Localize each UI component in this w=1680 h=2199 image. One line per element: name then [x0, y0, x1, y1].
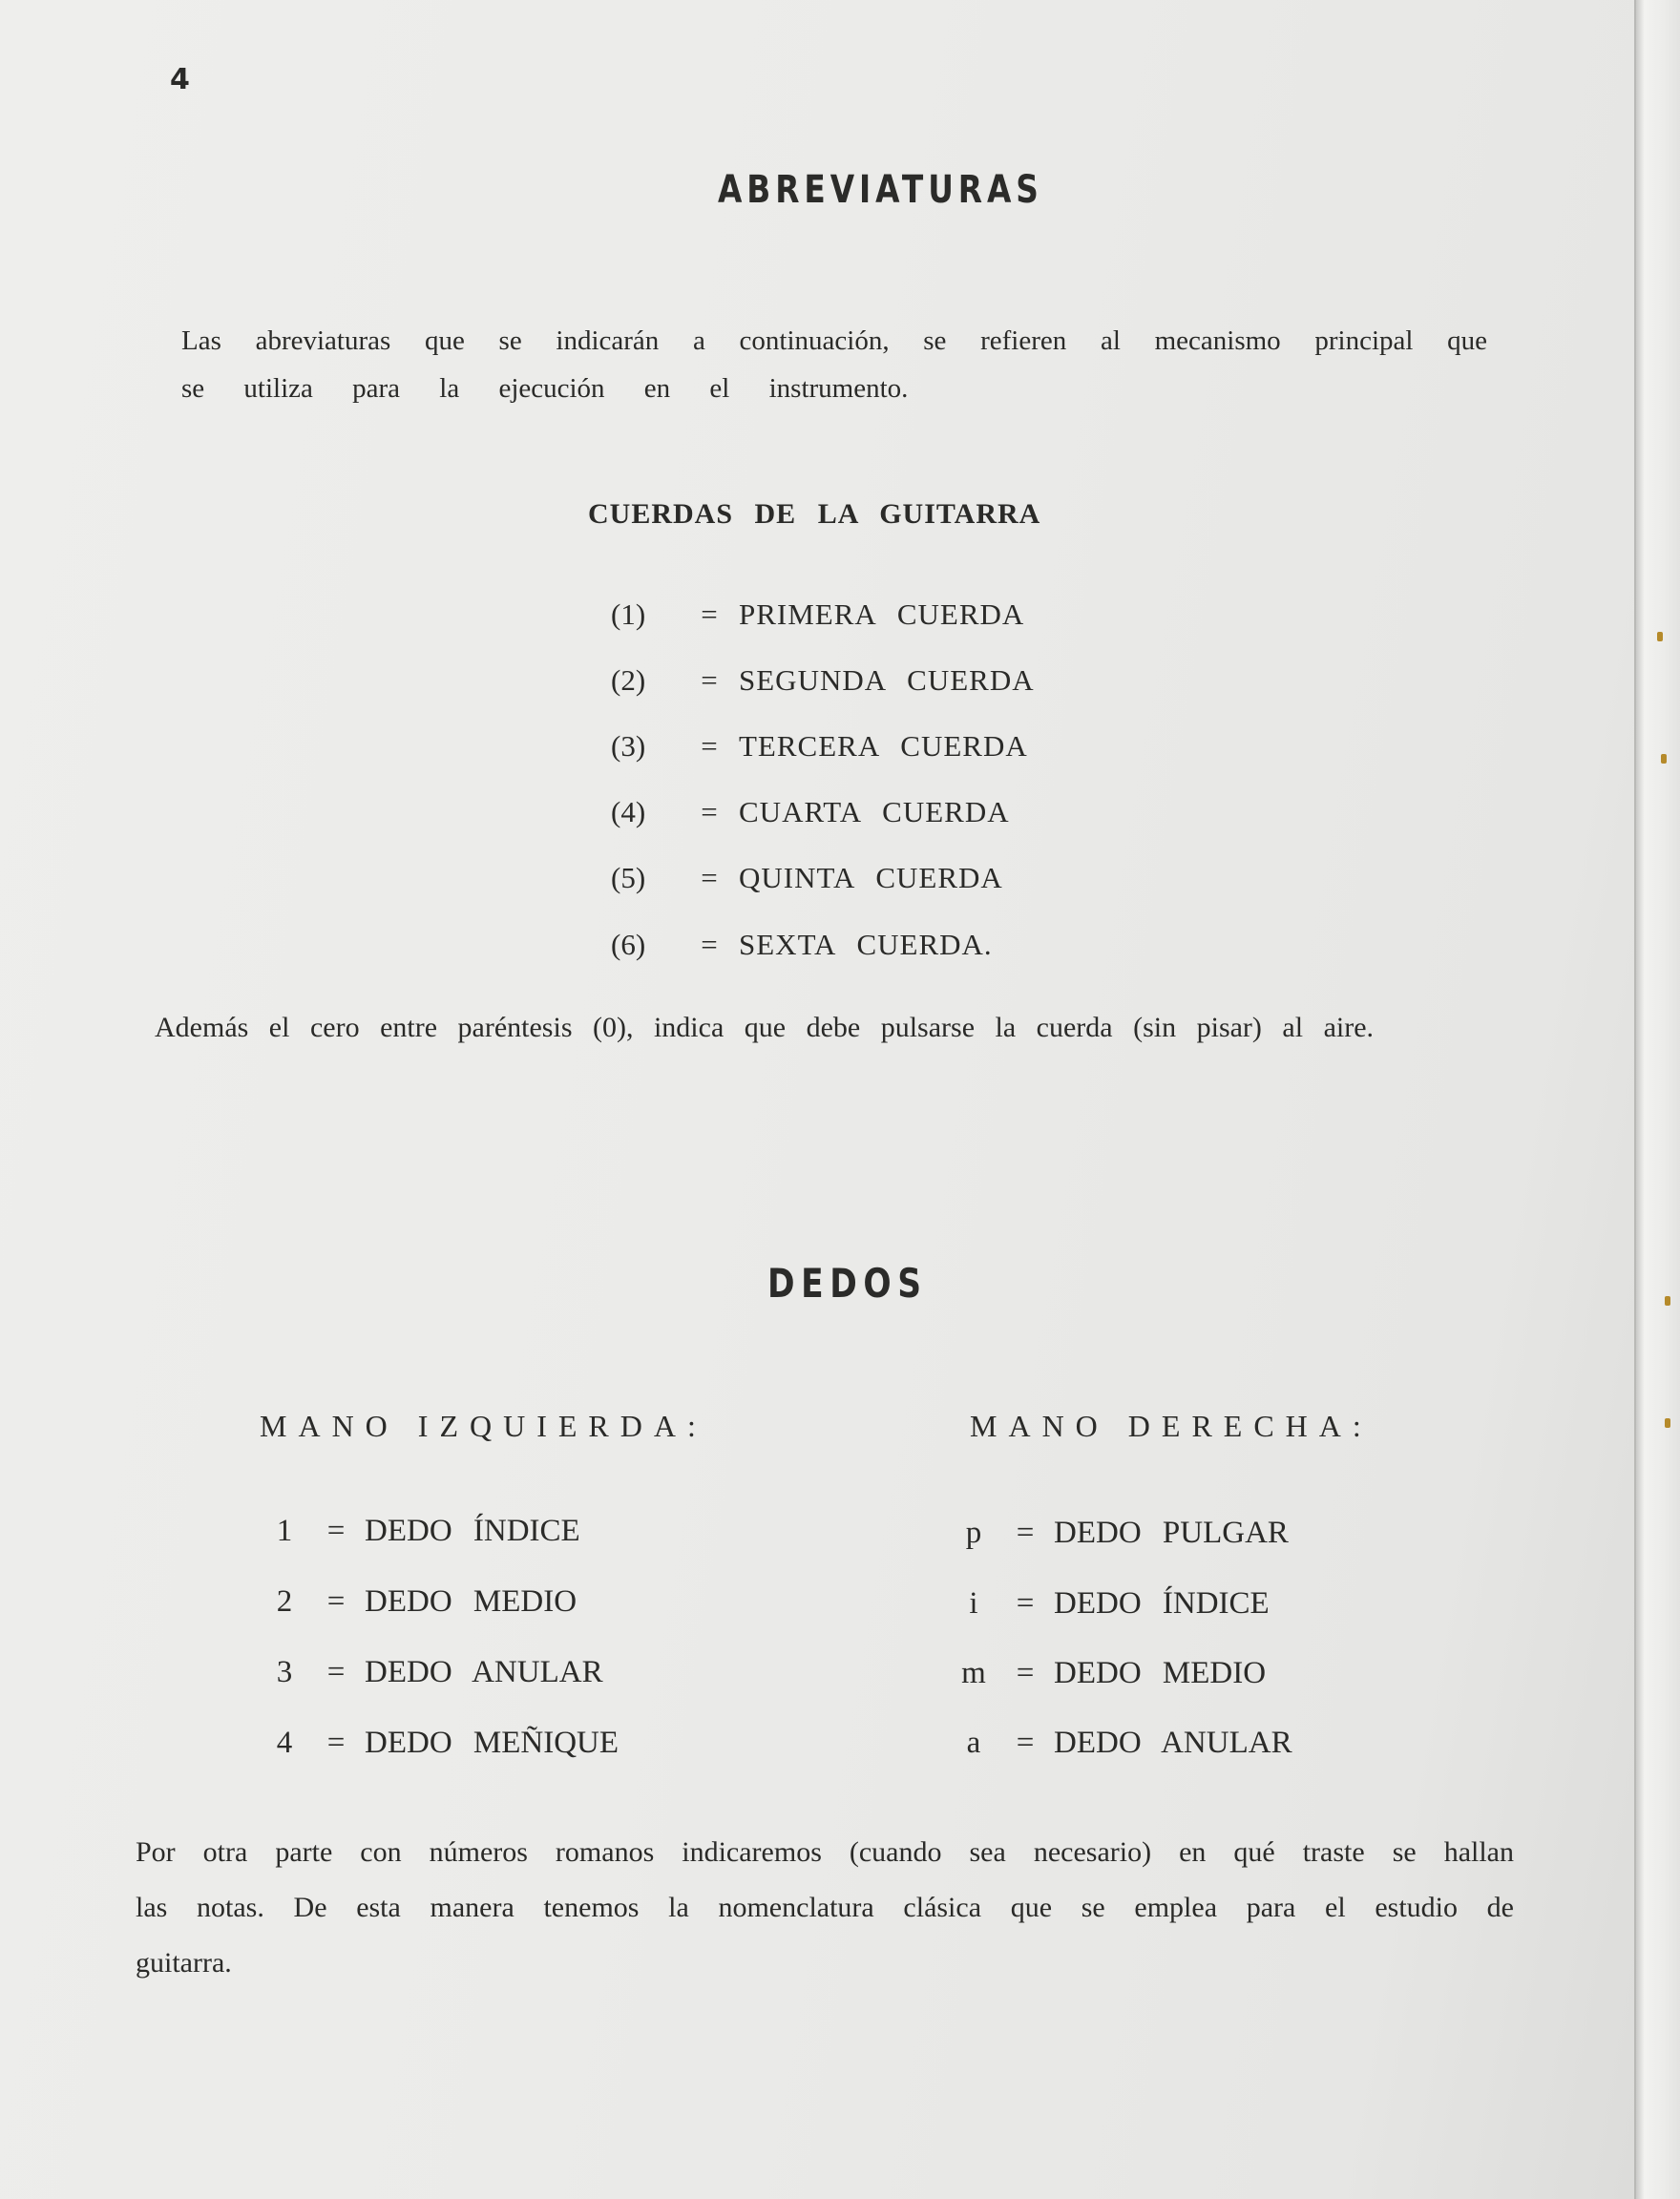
- string-number: (1): [611, 597, 646, 631]
- string-row: [611, 729, 1028, 764]
- equals-sign: =: [326, 1655, 346, 1689]
- left-finger-row: [262, 1584, 577, 1620]
- string-name: CUARTA CUERDA: [739, 795, 1010, 828]
- finger-symbol: a: [966, 1726, 981, 1760]
- equals-sign: =: [1016, 1586, 1035, 1621]
- left-finger-row: [262, 1514, 580, 1549]
- finger-symbol: m: [961, 1656, 986, 1690]
- finger-symbol: 4: [276, 1726, 293, 1760]
- left-hand-title: MANO IZQUIERDA:: [260, 1409, 707, 1443]
- equals-sign: =: [1016, 1726, 1035, 1760]
- page-edge: [1634, 0, 1680, 2199]
- string-number: (2): [611, 663, 646, 697]
- right-finger-row: [951, 1656, 1266, 1691]
- finger-name: DEDO ANULAR: [365, 1655, 603, 1689]
- string-row: [611, 928, 993, 962]
- closing-paragraph: [136, 1825, 1514, 1991]
- finger-symbol: 2: [276, 1584, 293, 1619]
- equals-sign: =: [701, 928, 718, 961]
- string-number: (3): [611, 729, 646, 763]
- binding-mark: [1665, 1296, 1670, 1306]
- finger-name: DEDO PULGAR: [1054, 1516, 1289, 1550]
- finger-name: DEDO MEDIO: [365, 1584, 578, 1619]
- page-title: ABREVIATURAS: [718, 168, 1043, 212]
- intro-line-1: Las abreviaturas que se indicarán a continuación, se refieren al mecanismo principal que: [181, 325, 1487, 356]
- page-number: 4: [170, 63, 190, 96]
- finger-name: DEDO MEDIO: [1054, 1656, 1267, 1690]
- string-number: (4): [611, 795, 646, 828]
- right-finger-row: [951, 1586, 1270, 1622]
- string-row: [611, 861, 1003, 895]
- equals-sign: =: [701, 663, 718, 697]
- string-name: PRIMERA CUERDA: [739, 597, 1025, 631]
- equals-sign: =: [326, 1584, 346, 1619]
- closing-line-1: Por otra parte con números romanos indicaremos (cuando sea necesario) en qué traste se hallan: [136, 1836, 1514, 1868]
- equals-sign: =: [701, 597, 718, 631]
- finger-symbol: p: [965, 1516, 982, 1550]
- equals-sign: =: [701, 729, 718, 763]
- equals-sign: =: [326, 1514, 346, 1548]
- string-name: QUINTA CUERDA: [739, 861, 1003, 894]
- fingers-title: DEDOS: [767, 1260, 928, 1307]
- equals-sign: =: [1016, 1656, 1035, 1690]
- binding-mark: [1657, 632, 1663, 641]
- finger-name: DEDO ANULAR: [1054, 1726, 1292, 1760]
- intro-paragraph: [181, 317, 1487, 412]
- strings-heading: CUERDAS DE LA GUITARRA: [588, 498, 1041, 530]
- equals-sign: =: [1016, 1516, 1035, 1550]
- intro-line-2: se utiliza para la ejecución en el instrumento.: [181, 373, 909, 404]
- string-row: [611, 663, 1035, 698]
- string-name: SEXTA CUERDA.: [739, 928, 993, 961]
- right-finger-row: [951, 1516, 1289, 1551]
- binding-mark: [1661, 754, 1667, 764]
- string-name: TERCERA CUERDA: [739, 729, 1028, 763]
- finger-symbol: i: [969, 1586, 978, 1621]
- left-finger-row: [262, 1655, 603, 1690]
- binding-mark: [1665, 1418, 1670, 1428]
- open-string-note: Además el cero entre paréntesis (0), indica que debe pulsarse la cuerda (sin pisar) al aire.: [155, 1012, 1375, 1043]
- right-hand-title: MANO DERECHA:: [970, 1409, 1373, 1443]
- finger-symbol: 3: [276, 1655, 293, 1689]
- string-number: (5): [611, 861, 646, 894]
- closing-line-3: guitarra.: [136, 1947, 232, 1979]
- left-finger-row: [262, 1726, 619, 1761]
- finger-name: DEDO MEÑIQUE: [365, 1726, 620, 1760]
- closing-line-2: las notas. De esta manera tenemos la nomenclatura clásica que se emplea para el estudio de: [136, 1892, 1514, 1923]
- finger-name: DEDO ÍNDICE: [1054, 1586, 1270, 1621]
- string-number: (6): [611, 928, 646, 961]
- equals-sign: =: [326, 1726, 346, 1760]
- finger-name: DEDO ÍNDICE: [365, 1514, 580, 1548]
- string-name: SEGUNDA CUERDA: [739, 663, 1035, 697]
- string-row: [611, 795, 1010, 829]
- string-row: [611, 597, 1024, 632]
- finger-symbol: 1: [276, 1514, 293, 1548]
- right-finger-row: [951, 1726, 1292, 1761]
- equals-sign: =: [701, 861, 718, 894]
- equals-sign: =: [701, 795, 718, 828]
